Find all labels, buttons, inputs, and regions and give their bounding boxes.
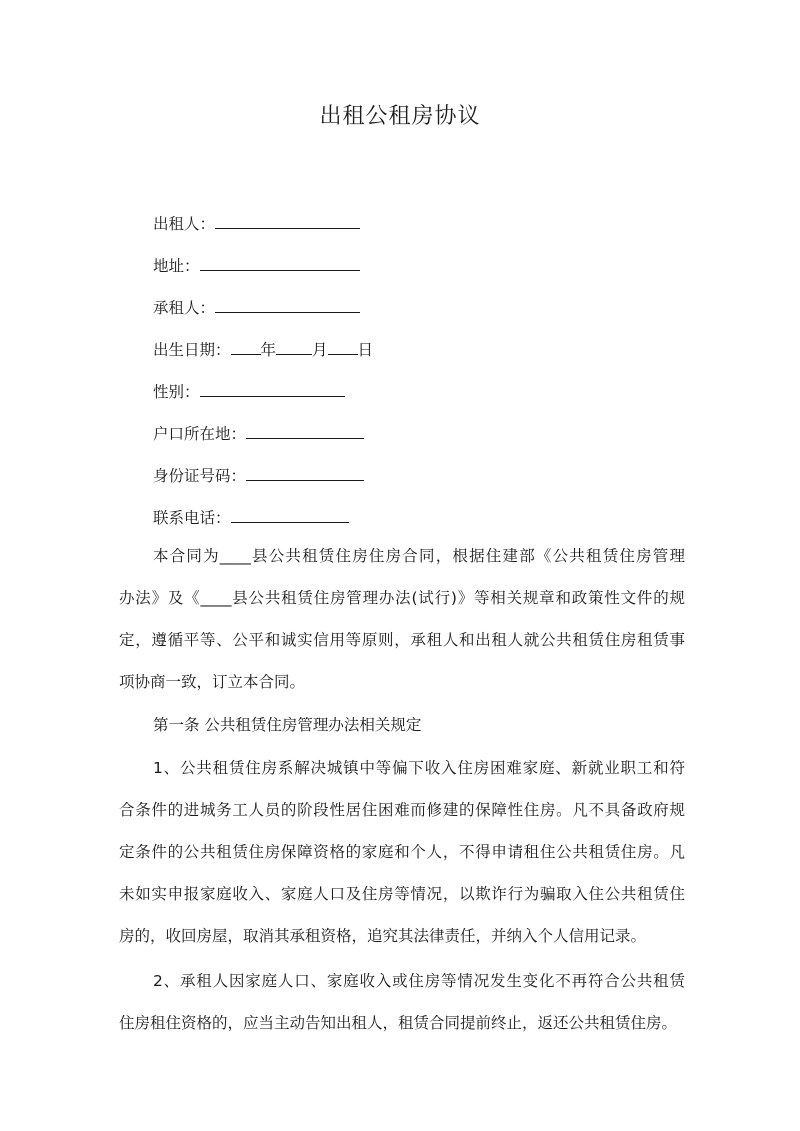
- intro-line: 项协商一致，订立本合同。: [119, 673, 306, 691]
- clause-line: 合条件的进城务工人员的阶段性居住困难而修建的保障性住房。凡不具备政府规: [119, 801, 685, 819]
- blank-line[interactable]: [246, 462, 364, 481]
- blank-line[interactable]: [215, 294, 360, 313]
- field-label: 身份证号码：: [153, 467, 247, 485]
- field-lessor: [153, 210, 360, 238]
- clause-2-paragraph: [119, 960, 685, 1044]
- clause-line: 住房租住资格的，应当主动告知出租人，租赁合同提前终止，返还公共租赁住房。: [119, 1014, 678, 1032]
- intro-line: 办法》及《____县公共租赁住房管理办法(试行)》等相关规章和政策性文件的规: [119, 589, 685, 607]
- blank-line[interactable]: [231, 504, 349, 523]
- clause-line: 房的，收回房屋，取消其承租资格，追究其法律责任，并纳入个人信用记录。: [119, 927, 647, 945]
- clause-line: 1、公共租赁住房系解决城镇中等偏下收入住房困难家庭、新就业职工和符: [153, 759, 685, 777]
- field-gender: [153, 378, 345, 406]
- intro-line: 本合同为____县公共租赁住房住房合同，根据住建部《公共租赁住房管理: [153, 547, 685, 565]
- article-heading: 第一条 公共租赁住房管理办法相关规定: [153, 716, 422, 734]
- blank-line-month[interactable]: [276, 336, 312, 355]
- intro-paragraph: [119, 535, 685, 703]
- intro-line: 定，遵循平等、公平和诚实信用等原则，承租人和出租人就公共租赁住房租赁事: [119, 631, 685, 649]
- field-hukou: [153, 420, 364, 448]
- clause-1-paragraph: [119, 747, 685, 957]
- blank-line-day[interactable]: [328, 336, 358, 355]
- field-birthdate: [153, 336, 373, 364]
- blank-line[interactable]: [246, 420, 364, 439]
- blank-line[interactable]: [215, 210, 360, 229]
- field-id-number: [153, 462, 364, 490]
- field-address: [153, 252, 360, 280]
- field-label: 地址：: [153, 257, 200, 275]
- blank-line[interactable]: [200, 252, 360, 271]
- blank-line[interactable]: [200, 378, 345, 397]
- year-label: 年: [260, 341, 277, 359]
- field-phone: [153, 504, 349, 532]
- field-lessee: [153, 294, 360, 322]
- field-label: 联系电话：: [153, 509, 231, 527]
- month-label: 月: [312, 341, 328, 359]
- clause-line: 定条件的公共租赁住房保障资格的家庭和个人，不得申请租住公共租赁住房。凡: [119, 843, 685, 861]
- field-label: 出租人：: [153, 215, 216, 233]
- clause-line: 未如实申报家庭收入、家庭人口及住房等情况，以欺诈行为骗取入住公共租赁住: [119, 885, 685, 903]
- field-label: 性别：: [153, 383, 200, 401]
- field-label: 出生日期：: [153, 341, 231, 359]
- field-label: 户口所在地：: [153, 425, 247, 443]
- blank-line-year[interactable]: [231, 336, 261, 355]
- day-label: 日: [357, 341, 374, 359]
- document-title: 出租公租房协议: [319, 104, 481, 129]
- field-label: 承租人：: [153, 299, 216, 317]
- clause-line: 2、承租人因家庭人口、家庭收入或住房等情况发生变化不再符合公共租赁: [153, 972, 685, 990]
